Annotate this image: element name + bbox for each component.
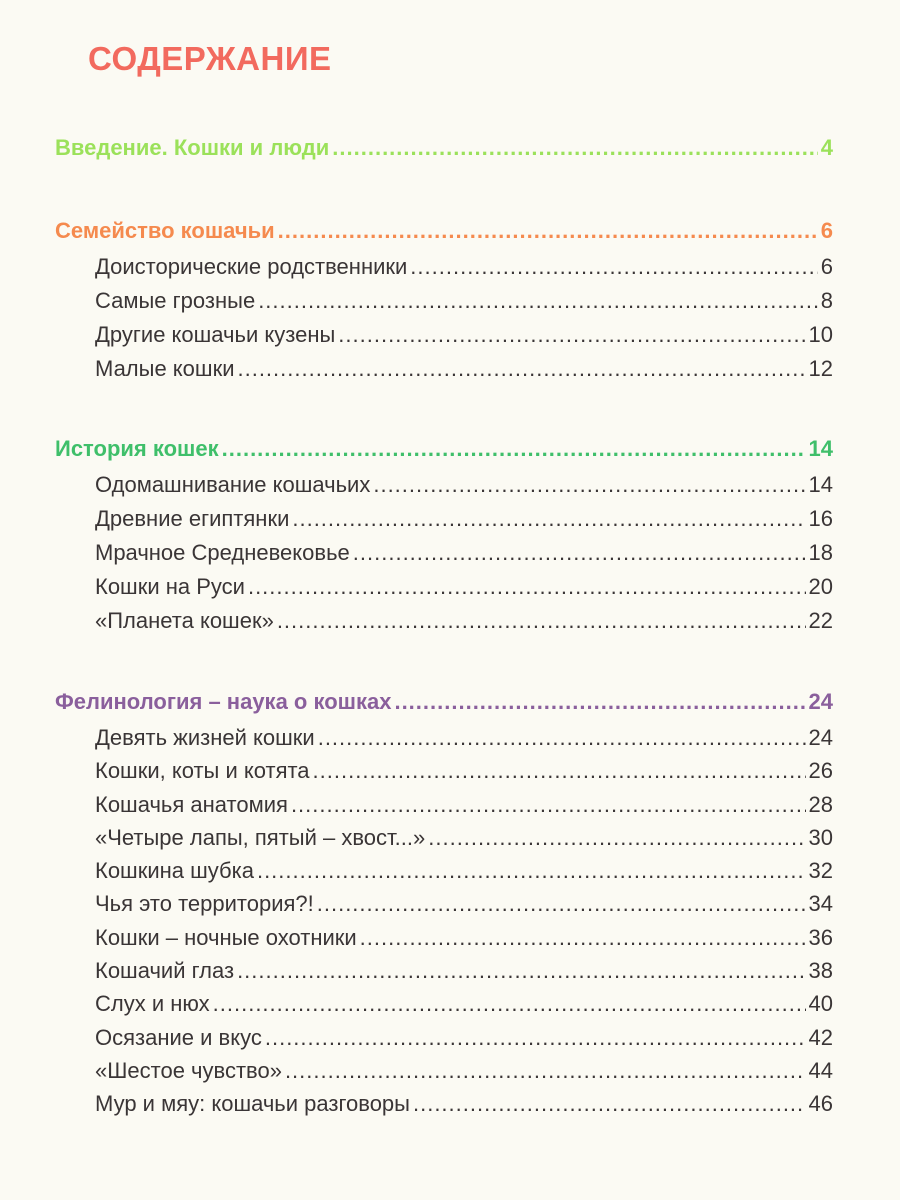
dot-leader [278,218,818,244]
toc-page-number: 34 [808,891,833,917]
dot-leader [428,825,805,851]
toc-entry[interactable] [95,858,833,891]
dot-leader [277,608,806,634]
toc-entry[interactable] [95,925,833,958]
toc-page-number: 46 [808,1091,833,1117]
dot-leader [213,991,806,1017]
dot-leader [353,540,806,566]
toc-section-heading[interactable] [55,218,833,254]
dot-leader [237,958,805,984]
toc-page-number: 24 [808,689,833,714]
toc-entry-title: «Шестое чувство» [95,1057,282,1083]
toc-page-number: 44 [808,1057,833,1083]
toc-page-number: 8 [820,288,833,313]
toc-entry-title: Осязание и вкус [95,1024,262,1050]
dot-leader [257,858,806,884]
toc-entry-title: Кошки – ночные охотники [95,924,357,950]
toc-entry-title: Фелинология – наука о кошках [55,689,392,714]
toc-section-heading[interactable] [55,436,833,472]
toc-section-heading[interactable] [55,689,833,725]
toc-page-number: 22 [808,608,833,633]
toc-entry[interactable] [95,891,833,924]
toc-entry[interactable] [95,472,833,506]
dot-leader [265,1025,806,1051]
toc-entry-title: «Планета кошек» [95,608,274,633]
toc-entry-title: Семейство кошачьи [55,218,275,243]
toc-section-history [55,436,833,642]
toc-entry[interactable] [95,991,833,1024]
toc-entry-title: Кошачья анатомия [95,791,288,817]
dot-leader [317,891,806,917]
dot-leader [258,288,818,314]
toc-entry-title: Слух и нюх [95,991,210,1017]
dot-leader [373,472,805,498]
toc-entry[interactable] [95,540,833,574]
toc-entry[interactable] [95,1091,833,1124]
toc-entry-title: Введение. Кошки и люди [55,135,330,160]
dot-leader [338,322,805,348]
dot-leader [292,506,805,532]
toc-entry[interactable] [95,792,833,825]
toc-page-number: 32 [808,858,833,884]
toc-section-heading[interactable] [55,135,833,171]
toc-section-family [55,218,833,390]
toc-entry-title: Самые грозные [95,288,256,313]
dot-leader [332,135,817,161]
toc-section-intro [55,135,833,171]
toc-entry-title: Другие кошачьи кузены [95,322,336,347]
toc-page-number: 14 [808,436,833,461]
dot-leader [413,1091,806,1117]
dot-leader [291,792,806,818]
toc-page-number: 36 [808,924,833,950]
toc-page-number: 26 [808,758,833,784]
toc-entry-title: Доисторические родственники [95,254,408,279]
toc-entry[interactable] [95,574,833,608]
toc-entry[interactable] [95,506,833,540]
toc-entry-title: Мрачное Средневековье [95,540,350,565]
toc-entry-title: Девять жизней кошки [95,725,315,750]
dot-leader [285,1058,806,1084]
toc-entry-title: Кошки, коты и котята [95,758,310,784]
dot-leader [248,574,806,600]
toc-entry-title: Кошачий глаз [95,958,235,984]
toc-page-number: 20 [808,574,833,599]
toc-entry-title: Малые кошки [95,356,235,381]
dot-leader [222,436,806,462]
toc-page-number: 38 [808,958,833,984]
toc-page-number: 10 [808,322,833,347]
toc-entry[interactable] [95,825,833,858]
dot-leader [237,356,805,382]
dot-leader [313,758,806,784]
toc-entry[interactable] [95,1058,833,1091]
toc-entry[interactable] [95,356,833,390]
toc-page-number: 28 [808,791,833,817]
toc-page-number: 24 [808,725,833,750]
toc-page-number: 6 [820,254,833,279]
toc-entry[interactable] [95,254,833,288]
toc-entry-title: Кошки на Руси [95,574,245,599]
toc-entry-title: Кошкина шубка [95,858,254,884]
toc-entry[interactable] [95,322,833,356]
toc-entry-title: «Четыре лапы, пятый – хвост...» [95,824,426,850]
toc-page-number: 14 [808,472,833,497]
toc-entry[interactable] [95,288,833,322]
toc-entry-title: Одомашнивание кошачьих [95,472,371,497]
toc-entry[interactable] [95,725,833,758]
toc-entry-title: Мур и мяу: кошачьи разговоры [95,1091,410,1117]
toc-entry[interactable] [95,758,833,791]
dot-leader [318,725,806,751]
toc-page-number: 16 [808,506,833,531]
toc-page-number: 42 [808,1024,833,1050]
toc-page-number: 6 [820,218,833,243]
toc-page-number: 30 [808,824,833,850]
dot-leader [360,925,806,951]
toc-section-felinology [55,689,833,1125]
toc-entry-title: Чья это территория?! [95,891,314,917]
page-title: СОДЕРЖАНИЕ [88,40,332,77]
toc-entry[interactable] [95,608,833,642]
toc-entry[interactable] [95,1025,833,1058]
toc-entry-title: История кошек [55,436,219,461]
toc-entry-title: Древние египтянки [95,506,290,531]
toc-entry[interactable] [95,958,833,991]
toc-page-number: 12 [808,356,833,381]
dot-leader [394,689,805,715]
toc-page-number: 18 [808,540,833,565]
toc-page-number: 40 [808,991,833,1017]
dot-leader [410,254,817,280]
toc-page-number: 4 [820,135,833,160]
